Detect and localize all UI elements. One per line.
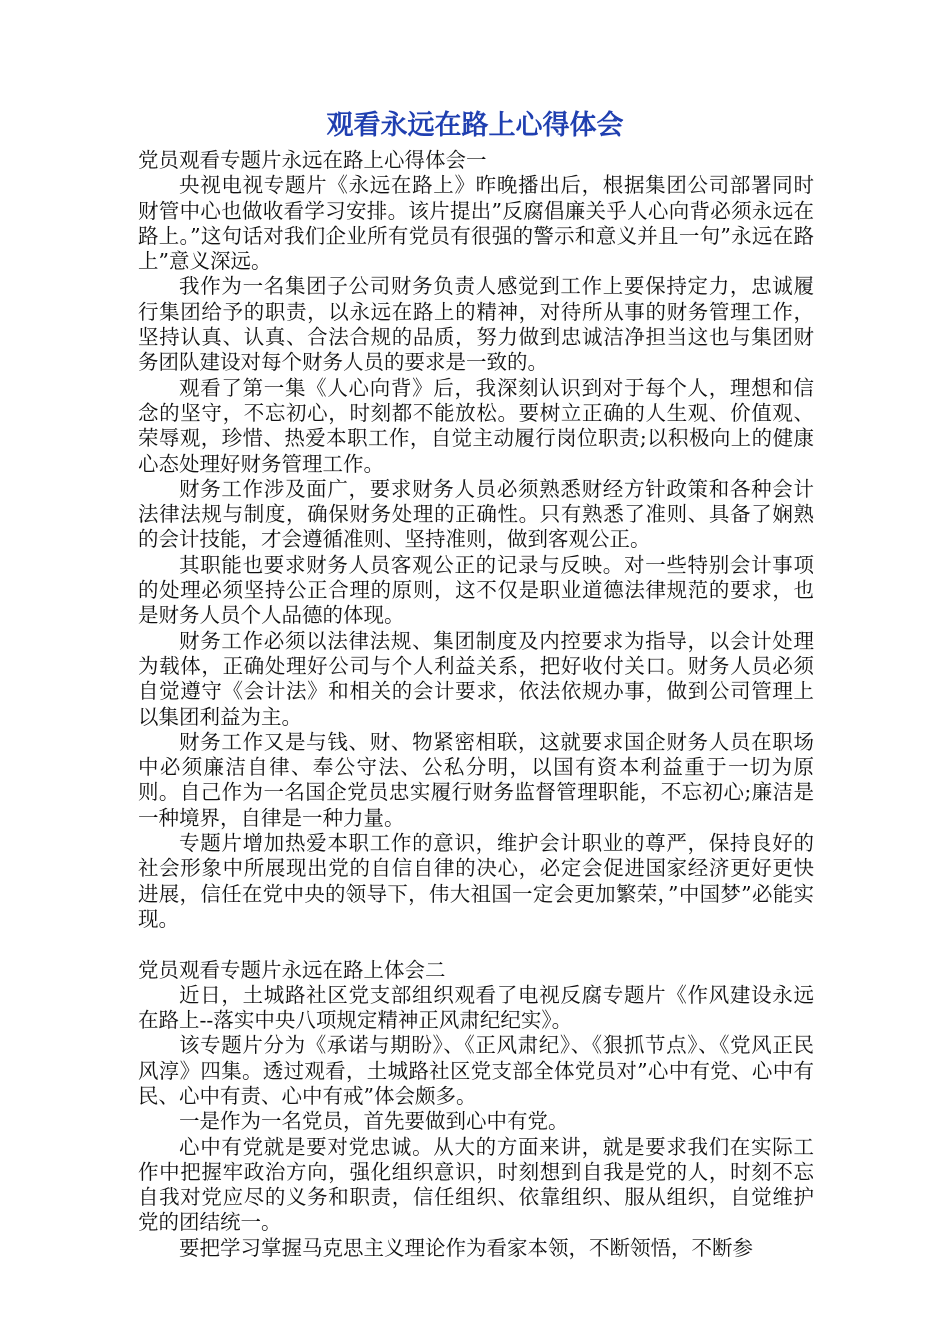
paragraph: 一是作为一名党员，首先要做到心中有党。 (179, 1109, 569, 1134)
section-heading: 党员观看专题片永远在路上心得体会一 (138, 148, 487, 172)
section-heading: 党员观看专题片永远在路上体会二 (138, 957, 446, 982)
document-body (138, 148, 814, 1261)
paragraph: 专题片增加热爱本职工作的意识，维护会计职业的尊严，保持良好的社会形象中所展现出党的自信自律的决心，必定会促进国家经济更好更快进展，信任在党中央的领导下，伟大祖国一定会更加繁荣，”中国梦”必能实现。 (138, 831, 814, 931)
blank-line (138, 932, 814, 957)
paragraph: 观看了第一集《人心向背》后，我深刻认识到对于每个人，理想和信念的坚守，不忘初心，时刻都不能放松。要树立正确的人生观、价值观、荣辱观，珍惜、热爱本职工作，自觉主动履行岗位职责;以积极向上的健康心态处理好财务管理工作。 (138, 375, 814, 476)
paragraph: 其职能也要求财务人员客观公正的记录与反映。对一些特别会计事项的处理必须坚持公正合理的原则，这不仅是职业道德法律规范的要求，也是财务人员个人品德的体现。 (138, 552, 814, 628)
paragraph: 要把学习掌握马克思主义理论作为看家本领，不断领悟，不断参 (179, 1235, 753, 1260)
paragraph: 财务工作必须以法律法规、集团制度及内控要求为指导，以会计处理为载体，正确处理好公司与个人利益关系，把好收付关口。财务人员必须自觉遵守《会计法》和相关的会计要求，依法依规办事，做到公司管理上以集团利益为主。 (138, 628, 814, 729)
paragraph: 财务工作又是与钱、财、物紧密相联，这就要求国企财务人员在职场中必须廉洁自律、奉公守法、公私分明，以国有资本利益重于一切为原则。自己作为一名国企党员忠实履行财务监督管理职能，不忘初心;廉洁是一种境界，自律是一种力量。 (138, 729, 814, 830)
paragraph: 央视电视专题片《永远在路上》昨晚播出后，根据集团公司部署同时财管中心也做收看学习安排。该片提出”反腐倡廉关乎人心向背必须永远在路上。”这句话对我们企业所有党员有很强的警示和意义并且一句”永远在路上”意义深远。 (138, 173, 814, 274)
paragraph: 我作为一名集团子公司财务负责人感觉到工作上要保持定力，忠诚履行集团给予的职责，以永远在路上的精神，对待所从事的财务管理工作，坚持认真、认真、合法合规的品质，努力做到忠诚洁净担当这也与集团财务团队建设对每个财务人员的要求是一致的。 (138, 274, 814, 375)
paragraph: 近日，土城路社区党支部组织观看了电视反腐专题片《作风建设永远在路上--落实中央八项规定精神正风肃纪纪实》。 (138, 982, 814, 1033)
document-title: 观看永远在路上心得体会 (326, 110, 624, 141)
paragraph: 财务工作涉及面广，要求财务人员必须熟悉财经方针政策和各种会计法律法规与制度，确保财务处理的正确性。只有熟悉了准则、具备了娴熟的会计技能，才会遵循准则、坚持准则，做到客观公正。 (138, 476, 814, 552)
paragraph: 心中有党就是要对党忠诚。从大的方面来讲，就是要求我们在实际工作中把握牢政治方向，强化组织意识，时刻想到自我是党的人，时刻不忘自我对党应尽的义务和职责，信任组织、依靠组织、服从组织，自觉维护党的团结统一。 (138, 1134, 814, 1235)
paragraph: 该专题片分为《承诺与期盼》、《正风肃纪》、《狠抓节点》、《党风正民风淳》四集。透过观看，土城路社区党支部全体党员对”心中有党、心中有民、心中有责、心中有戒”体会颇多。 (138, 1033, 814, 1108)
